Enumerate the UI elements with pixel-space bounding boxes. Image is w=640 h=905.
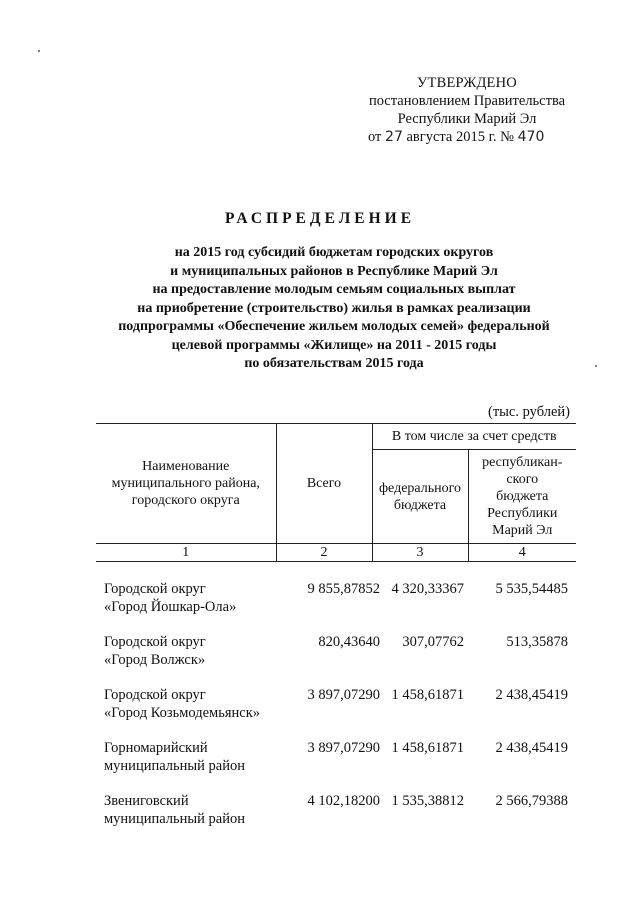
row-federal: 1 535,38812	[391, 793, 464, 809]
header-name-cell: Наименование муниципального района, городского округа	[96, 424, 276, 544]
scan-speck	[595, 365, 597, 367]
approval-line: Республики Марий Эл	[397, 111, 537, 127]
row-federal: 1 458,61871	[391, 687, 464, 703]
header-including-cell: В том числе за счет средств	[372, 424, 576, 450]
row-name: Городской округ «Город Козьмодемьянск»	[104, 687, 261, 721]
table-body	[96, 580, 576, 845]
column-number: 3	[372, 544, 468, 562]
approval-number: 470	[517, 129, 545, 145]
header-federal-cell: федерального бюджета	[372, 450, 468, 544]
approval-line: постановлением Правительства	[368, 93, 566, 109]
scan-speck	[38, 50, 40, 52]
row-republican: 2 566,79388	[495, 793, 568, 809]
row-total: 3 897,07290	[307, 687, 380, 703]
row-federal: 1 458,61871	[391, 740, 464, 756]
header-total-cell: Всего	[276, 424, 372, 544]
row-name: Звениговский муниципальный район	[104, 793, 245, 827]
row-total: 9 855,87852	[307, 581, 380, 597]
table-row	[96, 686, 576, 739]
units-label: (тыс. рублей)	[488, 404, 570, 420]
row-federal: 307,07762	[402, 634, 464, 650]
row-name: Горномарийский муниципальный район	[104, 740, 245, 774]
row-federal: 4 320,33367	[391, 581, 464, 597]
row-name: Городской округ «Город Волжск»	[104, 634, 206, 668]
row-total: 820,43640	[318, 634, 380, 650]
row-total: 3 897,07290	[307, 740, 380, 756]
table-row	[96, 633, 576, 686]
row-total: 4 102,18200	[307, 793, 380, 809]
column-number: 4	[468, 544, 576, 562]
row-name: Городской округ «Город Йошкар-Ола»	[104, 581, 237, 615]
table-header	[96, 423, 576, 562]
table-row	[96, 739, 576, 792]
table-row	[96, 792, 576, 845]
document-title: РАСПРЕДЕЛЕНИЕ	[224, 210, 416, 227]
column-number: 1	[96, 544, 276, 562]
row-republican: 2 438,45419	[495, 740, 568, 756]
approval-stamp	[362, 74, 572, 146]
approval-heading: УТВЕРЖДЕНО	[417, 75, 517, 91]
table-row	[96, 580, 576, 633]
row-republican: 5 535,54485	[495, 581, 568, 597]
row-republican: 2 438,45419	[495, 687, 568, 703]
approval-day: 27	[385, 129, 403, 145]
header-republican-cell: республикан- ского бюджета Республики Марий Эл	[468, 450, 576, 544]
document-subtitle: на 2015 год субсидий бюджетам городских округов и муниципальных районов в Республике Марий Эл на предоставление молодым семьям социальных выплат на приобретение (строительство) жилья в рамках реализации подпрограммы «Обеспечение жильем молодых семей» федеральной целевой программы «Жилище» на 2011 - 2015 годы по обязательствам 2015 года	[118, 245, 550, 371]
approval-date-line: от 27 августа 2015 г. № 470	[368, 129, 545, 145]
column-number: 2	[276, 544, 372, 562]
row-republican: 513,35878	[506, 634, 568, 650]
